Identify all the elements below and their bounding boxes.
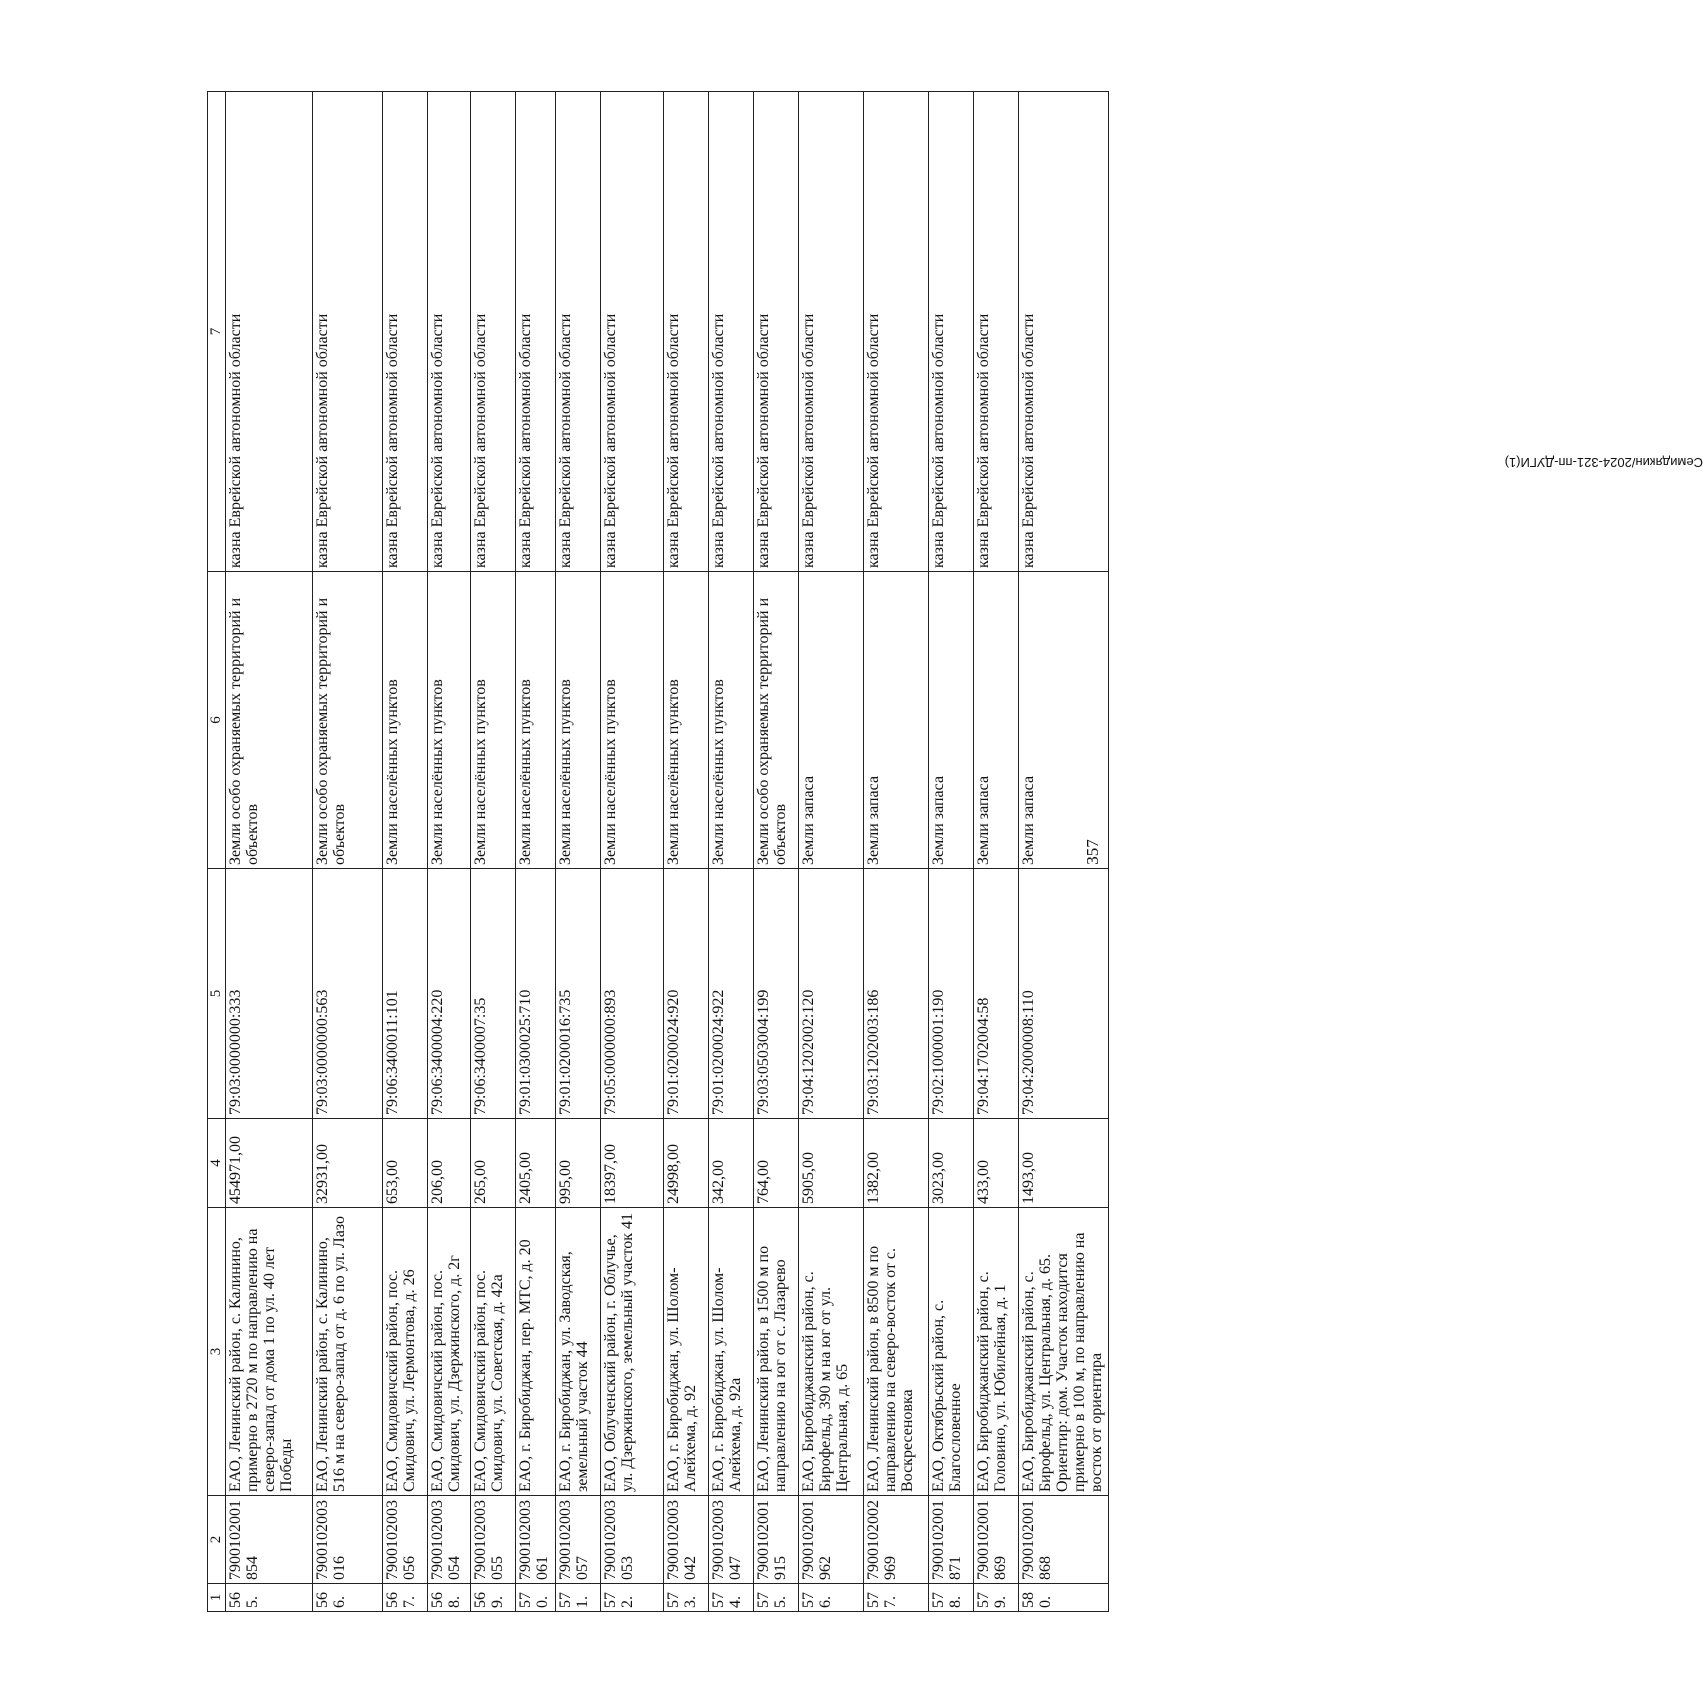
cell-n: 578. — [929, 1584, 974, 1612]
cell-area: 32931,00 — [313, 1119, 383, 1208]
table-row — [864, 92, 929, 1612]
header-col-1: 1 — [208, 1584, 226, 1612]
cell-owner: казна Еврейской автономной области — [754, 92, 799, 572]
cell-owner: казна Еврейской автономной области — [664, 92, 709, 572]
rotated-page — [83, 92, 1703, 1612]
cell-category: Земли запаса — [1019, 572, 1109, 869]
header-col-6: 6 — [208, 572, 226, 869]
cell-address: ЕАО, Октябрьский район, с. Благословенное — [929, 1208, 974, 1496]
cell-category: Земли особо охраняемых территорий и объектов — [313, 572, 383, 869]
cell-address: ЕАО, г. Биробиджан, ул. Шолом-Алейхема, д. 92 — [664, 1208, 709, 1496]
cell-area: 5905,00 — [799, 1119, 864, 1208]
cell-category: Земли населённых пунктов — [709, 572, 754, 869]
cell-n: 576. — [799, 1584, 864, 1612]
cell-category: Земли запаса — [974, 572, 1019, 869]
cell-category: Земли населённых пунктов — [556, 572, 601, 869]
cell-n: 575. — [754, 1584, 799, 1612]
cell-category: Земли запаса — [929, 572, 974, 869]
cell-area: 454971,00 — [226, 1119, 313, 1208]
cell-cadastral: 79:03:1202003:186 — [864, 869, 929, 1119]
cell-owner: казна Еврейской автономной области — [313, 92, 383, 572]
cell-address: ЕАО, Биробиджанский район, с. Бирофельд, ул. Центральная, д. 65. Ориентир: дом. Участок находится примерно в 100 м, по направлению на восток от ориентира — [1019, 1208, 1109, 1496]
cell-owner: казна Еврейской автономной области — [864, 92, 929, 572]
footer-note-box — [1233, 436, 1703, 476]
cell-cadastral: 79:01:0300025:710 — [516, 869, 556, 1119]
cell-address: ЕАО, Смидовичский район, пос. Смидович, ул. Лермонтова, д. 26 — [383, 1208, 428, 1496]
cell-category: Земли особо охраняемых территорий и объектов — [226, 572, 313, 869]
cell-cadastral: 79:02:1000001:190 — [929, 869, 974, 1119]
cell-code: 7900102001962 — [799, 1496, 864, 1584]
table-row — [709, 92, 754, 1612]
cell-code: 7900102003053 — [601, 1496, 664, 1584]
cell-n: 573. — [664, 1584, 709, 1612]
cell-cadastral: 79:06:3400007:35 — [471, 869, 516, 1119]
cell-code: 7900102003056 — [383, 1496, 428, 1584]
table-row — [974, 92, 1019, 1612]
cell-area: 1382,00 — [864, 1119, 929, 1208]
cell-cadastral: 79:01:0200024:922 — [709, 869, 754, 1119]
cell-n: 566. — [313, 1584, 383, 1612]
cell-owner: казна Еврейской автономной области — [428, 92, 471, 572]
cell-n: 580. — [1019, 1584, 1109, 1612]
cell-n: 569. — [471, 1584, 516, 1612]
cell-area: 342,00 — [709, 1119, 754, 1208]
table-row — [799, 92, 864, 1612]
cell-code: 7900102001868 — [1019, 1496, 1109, 1584]
cell-area: 265,00 — [471, 1119, 516, 1208]
cell-area: 764,00 — [754, 1119, 799, 1208]
cell-n: 574. — [709, 1584, 754, 1612]
cell-address: ЕАО, Ленинский район, с. Калинино, примерно в 2720 м по направлению на северо-запад от дома 1 по ул. 40 лет Победы — [226, 1208, 313, 1496]
cell-address: ЕАО, Биробиджанский район, с. Головино, ул. Юбилейная, д. 1 — [974, 1208, 1019, 1496]
header-col-2: 2 — [208, 1496, 226, 1584]
cell-cadastral: 79:03:0000000:333 — [226, 869, 313, 1119]
table-body — [226, 92, 1109, 1612]
page-number: 357 — [1083, 839, 1102, 865]
cell-area: 433,00 — [974, 1119, 1019, 1208]
table-row — [383, 92, 428, 1612]
cell-code: 7900102001871 — [929, 1496, 974, 1584]
cell-address: ЕАО, г. Биробиджан, ул. Заводская, земельный участок 44 — [556, 1208, 601, 1496]
cell-code: 7900102001854 — [226, 1496, 313, 1584]
cell-owner: казна Еврейской автономной области — [929, 92, 974, 572]
cell-owner: казна Еврейской автономной области — [556, 92, 601, 572]
table-row — [471, 92, 516, 1612]
cell-owner: казна Еврейской автономной области — [1019, 92, 1109, 572]
table-row — [601, 92, 664, 1612]
cell-address: ЕАО, Смидовичский район, пос. Смидович, ул. Дзержинского, д. 2г — [428, 1208, 471, 1496]
cell-category: Земли населённых пунктов — [383, 572, 428, 869]
table-row — [929, 92, 974, 1612]
cell-address: ЕАО, Смидовичский район, пос. Смидович, ул. Советская, д. 42а — [471, 1208, 516, 1496]
cell-code: 7900102002969 — [864, 1496, 929, 1584]
cell-area: 3023,00 — [929, 1119, 974, 1208]
cell-code: 7900102003061 — [516, 1496, 556, 1584]
cell-n: 571. — [556, 1584, 601, 1612]
table-row — [1019, 92, 1109, 1612]
cell-n: 567. — [383, 1584, 428, 1612]
cell-code: 7900102001915 — [754, 1496, 799, 1584]
header-col-4: 4 — [208, 1119, 226, 1208]
table-row — [754, 92, 799, 1612]
cell-category: Земли населённых пунктов — [471, 572, 516, 869]
cell-n: 577. — [864, 1584, 929, 1612]
cell-cadastral: 79:03:0503004:199 — [754, 869, 799, 1119]
cell-code: 7900102003055 — [471, 1496, 516, 1584]
cell-area: 206,00 — [428, 1119, 471, 1208]
table-row — [664, 92, 709, 1612]
cell-code: 7900102001869 — [974, 1496, 1019, 1584]
cell-category: Земли населённых пунктов — [428, 572, 471, 869]
cell-code: 7900102003057 — [556, 1496, 601, 1584]
cell-cadastral: 79:01:0200024:920 — [664, 869, 709, 1119]
cell-area: 1493,00 — [1019, 1119, 1109, 1208]
cell-n: 570. — [516, 1584, 556, 1612]
cell-cadastral: 79:05:0000000:893 — [601, 869, 664, 1119]
cell-owner: казна Еврейской автономной области — [974, 92, 1019, 572]
cell-area: 18397,00 — [601, 1119, 664, 1208]
table-row — [516, 92, 556, 1612]
footer-note: Семидякин/2024-321-пп-ДУГИ(1) — [1504, 455, 1703, 470]
cell-address: ЕАО, Облученский район, г. Облучье, ул. Дзержинского, земельный участок 41 — [601, 1208, 664, 1496]
table-row — [313, 92, 383, 1612]
cell-code: 7900102003047 — [709, 1496, 754, 1584]
cell-address: ЕАО, Ленинский район, с. Калинино, 516 м на северо-запад от д. 6 по ул. Лазо — [313, 1208, 383, 1496]
cell-category: Земли особо охраняемых территорий и объектов — [754, 572, 799, 869]
cell-n: 572. — [601, 1584, 664, 1612]
header-col-5: 5 — [208, 869, 226, 1119]
cell-owner: казна Еврейской автономной области — [383, 92, 428, 572]
cell-category: Земли запаса — [864, 572, 929, 869]
cell-n: 568. — [428, 1584, 471, 1612]
cell-category: Земли населённых пунктов — [601, 572, 664, 869]
cell-area: 24998,00 — [664, 1119, 709, 1208]
cell-cadastral: 79:01:0200016:735 — [556, 869, 601, 1119]
land-plots-table — [207, 91, 1109, 1612]
cell-area: 995,00 — [556, 1119, 601, 1208]
cell-area: 2405,00 — [516, 1119, 556, 1208]
cell-owner: казна Еврейской автономной области — [516, 92, 556, 572]
table-header-row — [208, 92, 226, 1612]
cell-cadastral: 79:06:3400004:220 — [428, 869, 471, 1119]
cell-address: ЕАО, Ленинский район, в 8500 м по направлению на северо-восток от с. Воскресеновка — [864, 1208, 929, 1496]
cell-cadastral: 79:04:1202002:120 — [799, 869, 864, 1119]
cell-owner: казна Еврейской автономной области — [471, 92, 516, 572]
cell-category: Земли населённых пунктов — [664, 572, 709, 869]
cell-address: ЕАО, г. Биробиджан, ул. Шолом-Алейхема, д. 92а — [709, 1208, 754, 1496]
cell-owner: казна Еврейской автономной области — [226, 92, 313, 572]
cell-cadastral: 79:04:1702004:58 — [974, 869, 1019, 1119]
header-col-3: 3 — [208, 1208, 226, 1496]
cell-area: 653,00 — [383, 1119, 428, 1208]
table-row — [556, 92, 601, 1612]
cell-address: ЕАО, Ленинский район, в 1500 м по направлению на юг от с. Лазарево — [754, 1208, 799, 1496]
cell-owner: казна Еврейской автономной области — [709, 92, 754, 572]
cell-category: Земли населённых пунктов — [516, 572, 556, 869]
cell-code: 7900102003042 — [664, 1496, 709, 1584]
cell-n: 565. — [226, 1584, 313, 1612]
table-row — [226, 92, 313, 1612]
cell-code: 7900102003054 — [428, 1496, 471, 1584]
cell-category: Земли запаса — [799, 572, 864, 869]
table-row — [428, 92, 471, 1612]
cell-cadastral: 79:04:2000008:110 — [1019, 869, 1109, 1119]
cell-owner: казна Еврейской автономной области — [601, 92, 664, 572]
cell-n: 579. — [974, 1584, 1019, 1612]
cell-owner: казна Еврейской автономной области — [799, 92, 864, 572]
cell-address: ЕАО, г. Биробиджан, пер. МТС, д. 20 — [516, 1208, 556, 1496]
cell-cadastral: 79:06:3400011:101 — [383, 869, 428, 1119]
header-col-7: 7 — [208, 92, 226, 572]
cell-address: ЕАО, Биробиджанский район, с. Бирофельд, 390 м на юг от ул. Центральная, д. 65 — [799, 1208, 864, 1496]
cell-cadastral: 79:03:0000000:563 — [313, 869, 383, 1119]
cell-code: 7900102003016 — [313, 1496, 383, 1584]
